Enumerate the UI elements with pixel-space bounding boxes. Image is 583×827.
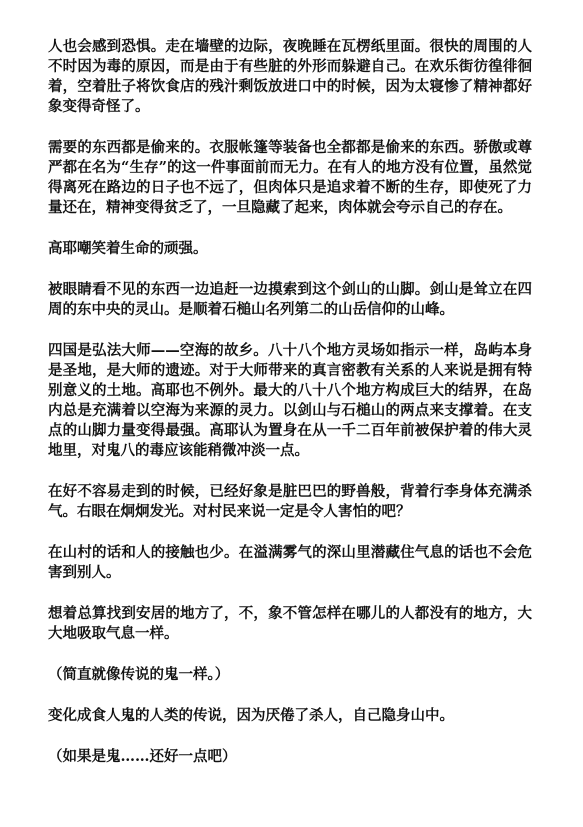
document-page bbox=[48, 37, 532, 788]
paragraph-7: 在山村的话和人的接触也少。在溢满雾气的深山里潜藏住气息的话也不会危害到别人。 bbox=[48, 544, 532, 581]
paragraph-6: 在好不容易走到的时候，已经好象是脏巴巴的野兽般，背着行李身体充满杀气。右眼在炯炯发光。对村民来说一定是令人害怕的吧？ bbox=[48, 483, 532, 520]
paragraph-10: 变化成食人鬼的人类的传说，因为厌倦了杀人，自己隐身山中。 bbox=[48, 707, 454, 724]
paragraph-1: 人也会感到恐惧。走在墙壁的边际，夜晚睡在瓦楞纸里面。很快的周围的人不时因为毒的原因，而是由于有些脏的外形而躲避自己。在欢乐街彷徨徘徊着，空着肚子将饮食店的残汁剩饭放进口中的时候，因为太寝惨了精神都好象变得奇怪了。 bbox=[48, 38, 532, 115]
paragraph-2: 需要的东西都是偷来的。衣服帐篷等装备也全都都是偷来的东西。骄傲或尊严都在名为“生存”的这一件事面前而无力。在有人的地方没有位置，虽然觉得离死在路边的日子也不远了，但肉体只是追求着不断的生存，即使死了力量还在，精神变得贫乏了，一旦隐藏了起来，肉体就会夸示自己的存在。 bbox=[48, 139, 532, 216]
paragraph-5: 四国是弘法大师——空海的故乡。八十八个地方灵场如指示一样，岛屿本身是圣地，是大师的遗迹。对于大师带来的真言密教有关系的人来说是拥有特别意义的土地。高耶也不例外。最大的八十八个地方构成巨大的结界，在岛内总是充满着以空海为来源的灵力。以剑山与石槌山的两点来支撑着。在支点的山脚力量变得最强。高耶认为置身在从一千二百年前被保护着的伟大灵地里，对鬼八的毒应该能稍微冲淡一点。 bbox=[48, 342, 532, 459]
paragraph-3: 高耶嘲笑着生命的顽强。 bbox=[48, 240, 208, 257]
paragraph-4: 被眼睛看不见的东西一边追赶一边摸索到这个剑山的山脚。剑山是耸立在四周的东中央的灵山。是顺着石槌山名列第二的山岳信仰的山峰。 bbox=[48, 281, 532, 318]
paragraph-8: 想着总算找到安居的地方了，不，象不管怎样在哪儿的人都没有的地方，大大地吸取气息一样。 bbox=[48, 605, 532, 642]
paragraph-11: （如果是鬼……还好一点吧） bbox=[48, 748, 237, 765]
paragraph-9: （简直就像传说的鬼一样。） bbox=[48, 666, 230, 683]
